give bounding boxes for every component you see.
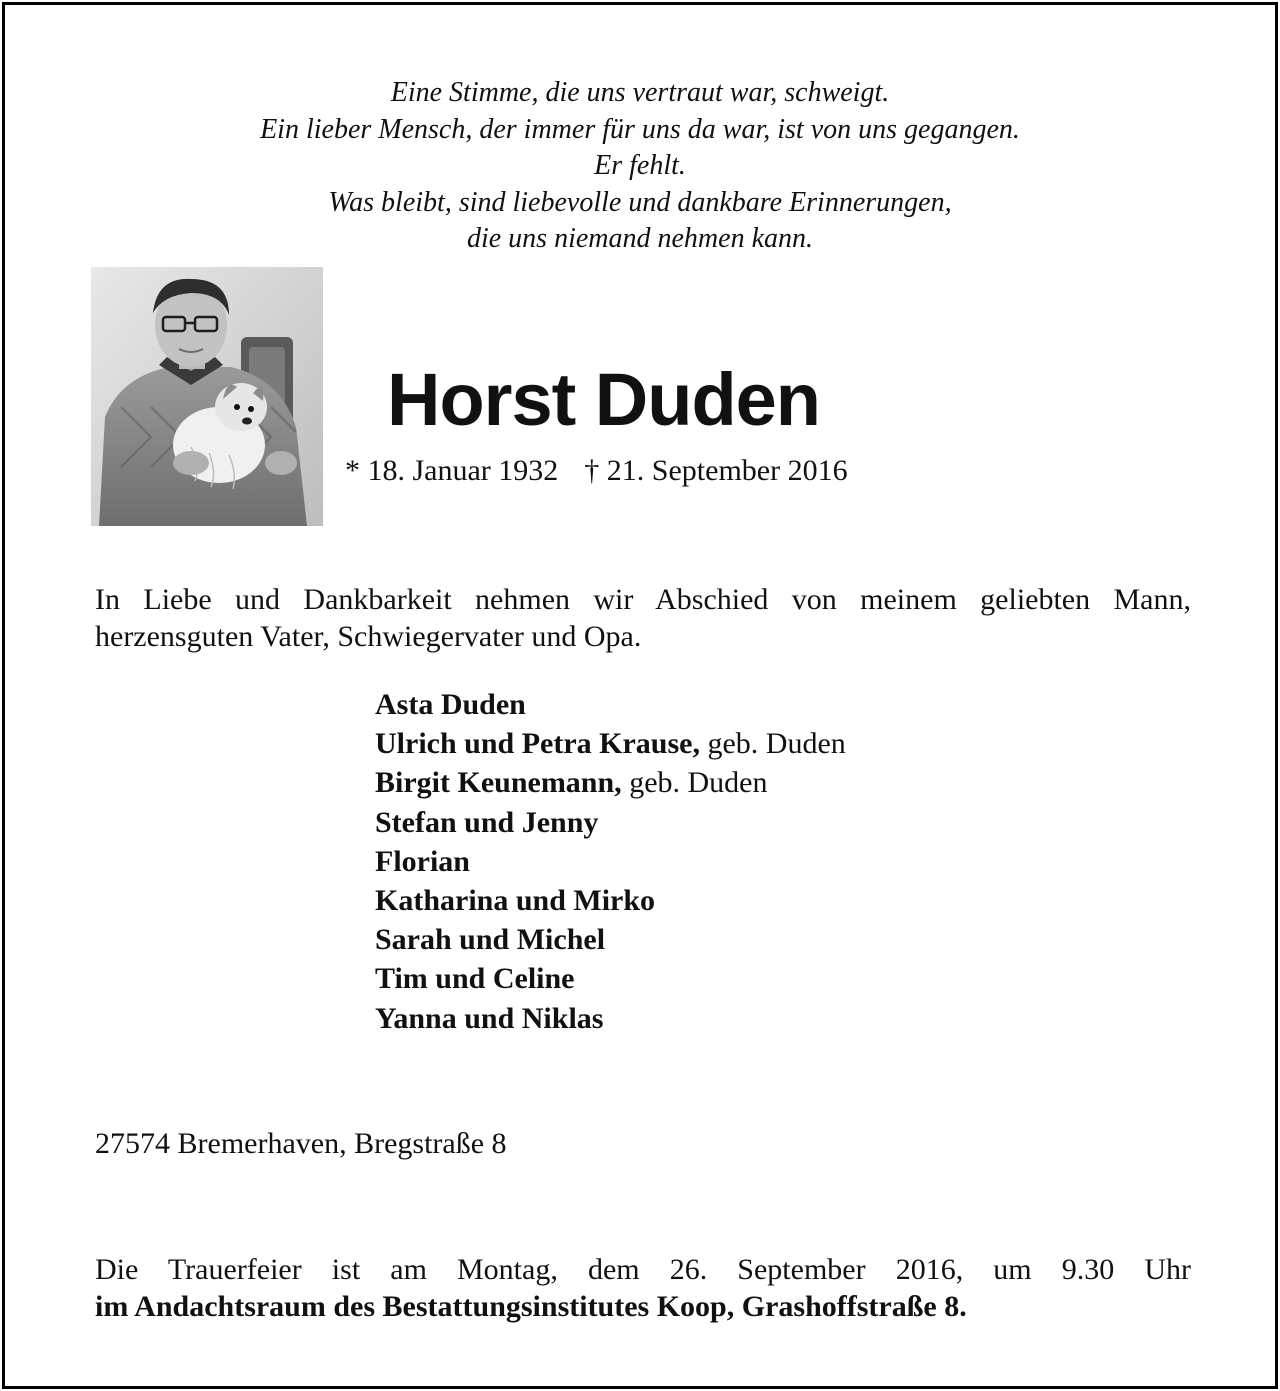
mourners-list: [375, 685, 846, 1038]
funeral-location-line: im Andachtsraum des Bestattungsinstitutes Koop, Grashoffstraße 8.: [95, 1290, 967, 1323]
mourner-entry: [375, 881, 846, 920]
mourner-entry: [375, 685, 846, 724]
mourner-name: Florian: [375, 844, 470, 878]
mourner-note: geb. Duden: [699, 727, 846, 761]
mourner-name: Sarah und Michel: [375, 923, 606, 957]
mourner-entry: [375, 724, 846, 763]
mourner-name: Asta Duden: [375, 688, 526, 721]
poem-line: Er fehlt.: [594, 150, 686, 181]
mourner-entry: [375, 803, 846, 842]
deceased-name: Horst Duden: [387, 358, 820, 441]
mourner-entry: [375, 842, 846, 881]
address: 27574 Bremerhaven, Bregstraße 8: [95, 1127, 507, 1160]
mourner-entry: [375, 999, 846, 1038]
mourner-name: Tim und Celine: [375, 962, 575, 996]
mourner-entry: [375, 959, 846, 998]
mourner-name: Katharina und Mirko: [375, 884, 656, 918]
mourner-name: Birgit Keunemann,: [375, 766, 622, 800]
intro-text: In Liebe und Dankbarkeit nehmen wir Abschied von meinem geliebten Mann, herzensguten Vater, Schwiegervater und Opa.: [95, 583, 1191, 653]
portrait-photo: [91, 267, 323, 526]
mourner-name: Stefan und Jenny: [375, 805, 599, 839]
poem-line: Ein lieber Mensch, der immer für uns da war, ist von uns gegangen.: [260, 113, 1020, 145]
mourner-name: Yanna und Niklas: [375, 1001, 604, 1035]
obituary-frame: [2, 2, 1278, 1389]
poem-line: Was bleibt, sind liebevolle und dankbare Erinnerungen,: [328, 186, 952, 218]
poem: [5, 75, 1275, 258]
poem-line: die uns niemand nehmen kann.: [466, 223, 814, 254]
birth-date: * 18. Januar 1932: [345, 454, 559, 487]
life-dates: [345, 451, 848, 491]
portrait-photo-illustration: [91, 267, 323, 526]
death-date: † 21. September 2016: [584, 454, 848, 487]
mourner-note: geb. Duden: [621, 766, 768, 800]
mourner-entry: [375, 763, 846, 802]
funeral-notice: [95, 1251, 1191, 1325]
funeral-date-line: Die Trauerfeier ist am Montag, dem 26. September 2016, um 9.30 Uhr: [95, 1253, 1191, 1286]
mourner-name: Ulrich und Petra Krause,: [375, 727, 700, 761]
mourner-entry: [375, 920, 846, 959]
poem-line: Eine Stimme, die uns vertraut war, schweigt.: [390, 77, 890, 108]
